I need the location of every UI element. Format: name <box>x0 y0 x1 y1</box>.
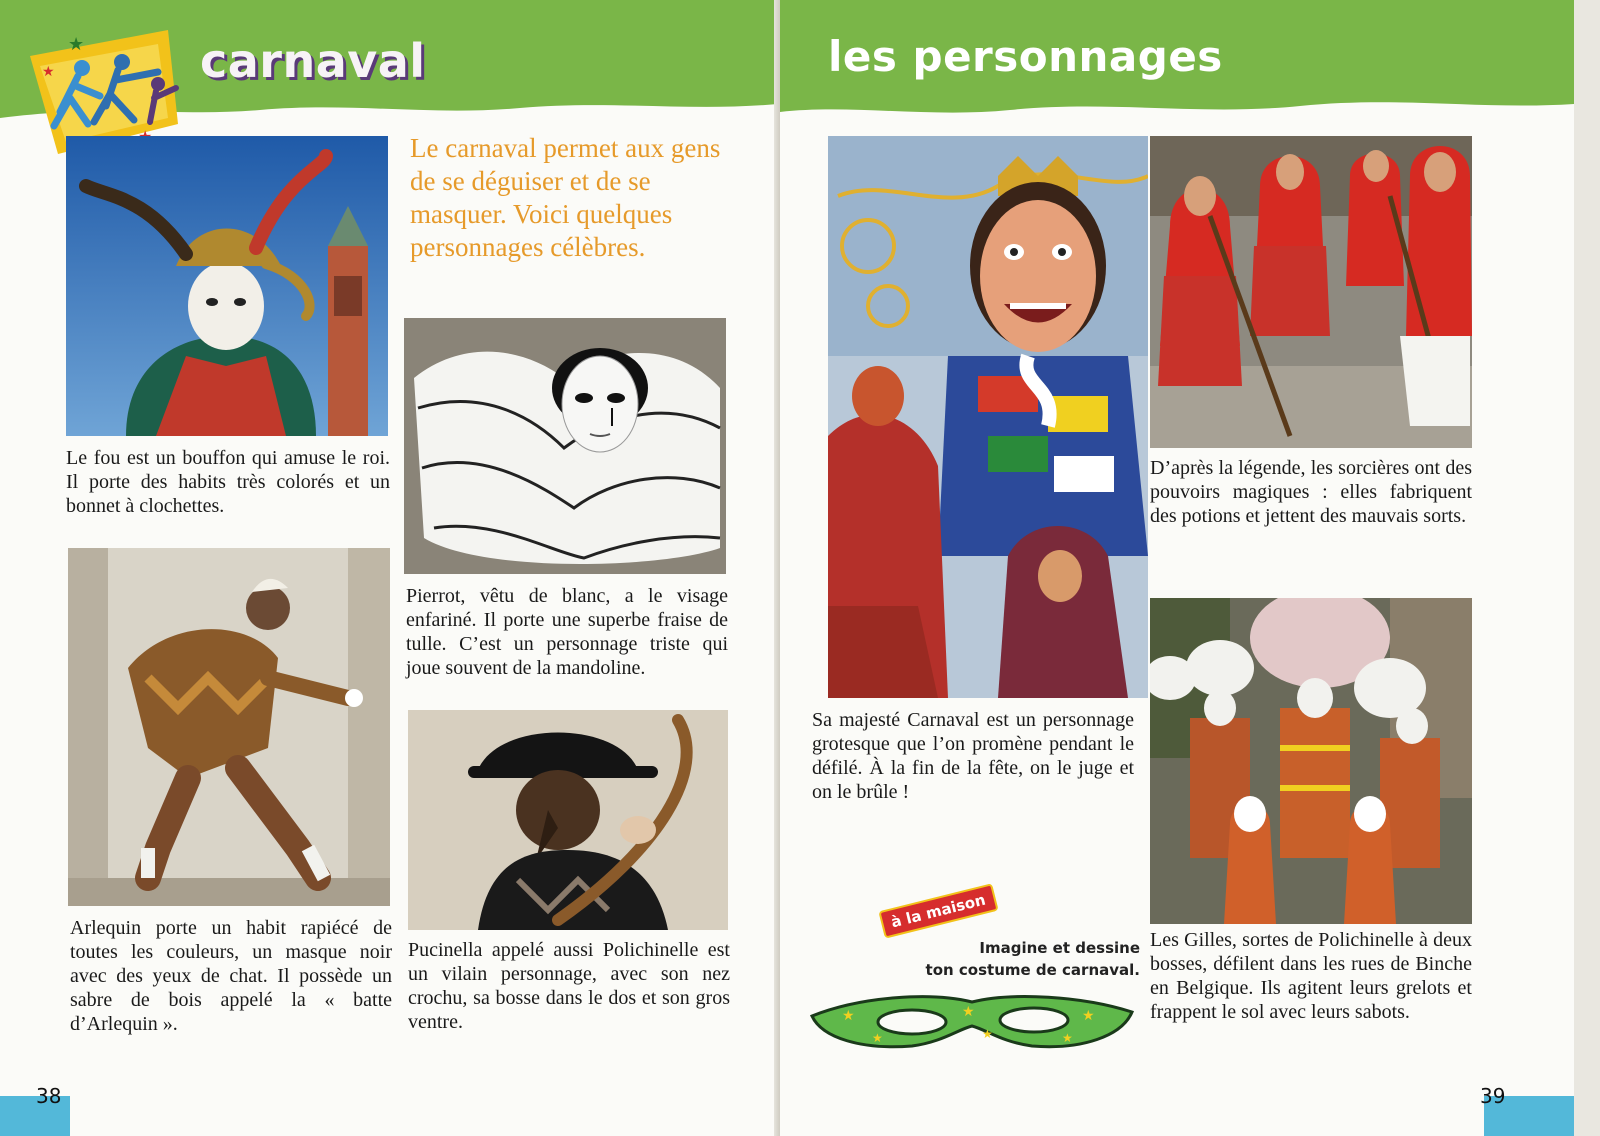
carnaval-king-photo <box>828 136 1148 698</box>
svg-text:★: ★ <box>962 1005 975 1020</box>
home-activity-line2: ton costume de carnaval. <box>925 961 1140 979</box>
gilles-caption: Les Gilles, sortes de Polichinelle à deux bosses, défilent dans les rues de Binche en Belgique. Ils agitent leurs grelots et frappent le sol avec leurs sabots. <box>1150 929 1472 1023</box>
svg-text:★: ★ <box>42 65 55 80</box>
svg-text:★: ★ <box>842 1009 855 1024</box>
pierrot-caption: Pierrot, vêtu de blanc, a le visage enfariné. Il porte une superbe fraise de tulle. C’est un personnage triste qui joue souvent de la mandoline. <box>406 585 728 679</box>
home-activity-instruction <box>920 937 1140 981</box>
sorcieres-photo <box>1150 136 1472 448</box>
right-page <box>780 0 1574 1136</box>
svg-text:★: ★ <box>982 1027 993 1041</box>
arlequin-caption: Arlequin porte un habit rapiécé de toutes les couleurs, un masque noir avec des yeux de chat. Il possède un sabre de bois appelé la « batte d’Arlequin ». <box>70 917 392 1035</box>
gilles-photo <box>1150 598 1472 924</box>
jester-photo <box>66 136 388 436</box>
left-page <box>0 0 778 1136</box>
page-title: carnaval <box>200 34 426 88</box>
home-activity-badge: à la maison <box>878 883 998 938</box>
green-mask-illustration <box>802 986 1142 1056</box>
arlequin-photo <box>68 548 390 906</box>
jester-caption: Le fou est un bouffon qui amuse le roi. Il porte des habits très colorés et un bonnet à clochettes. <box>66 447 390 517</box>
pierrot-photo <box>404 318 726 574</box>
intro-text: Le carnaval permet aux gens de se déguiser et de se masquer. Voici quelques personnages célèbres. <box>410 133 721 262</box>
svg-text:★: ★ <box>1062 1031 1073 1045</box>
page-number-left: 38 <box>36 1084 62 1108</box>
sorcieres-caption: D’après la légende, les sorcières ont des pouvoirs magiques : elles fabriquent des potions et jettent des mauvais sorts. <box>1150 457 1472 527</box>
svg-text:★: ★ <box>872 1031 883 1045</box>
pucinella-caption: Pucinella appelé aussi Polichinelle est un vilain personnage, avec son nez crochu, sa bosse dans le dos et son gros ventre. <box>408 939 730 1033</box>
home-activity-line1: Imagine et dessine <box>979 939 1140 957</box>
pucinella-photo <box>408 710 728 930</box>
page-title-right: les personnages <box>828 32 1223 81</box>
carnaval-king-caption: Sa majesté Carnaval est un personnage grotesque que l’on promène pendant le défilé. À la fin de la fête, on le juge et on le brûle ! <box>812 709 1134 803</box>
page-number-right: 39 <box>1480 1084 1506 1108</box>
svg-text:★: ★ <box>1082 1009 1095 1024</box>
svg-text:★: ★ <box>68 34 85 54</box>
